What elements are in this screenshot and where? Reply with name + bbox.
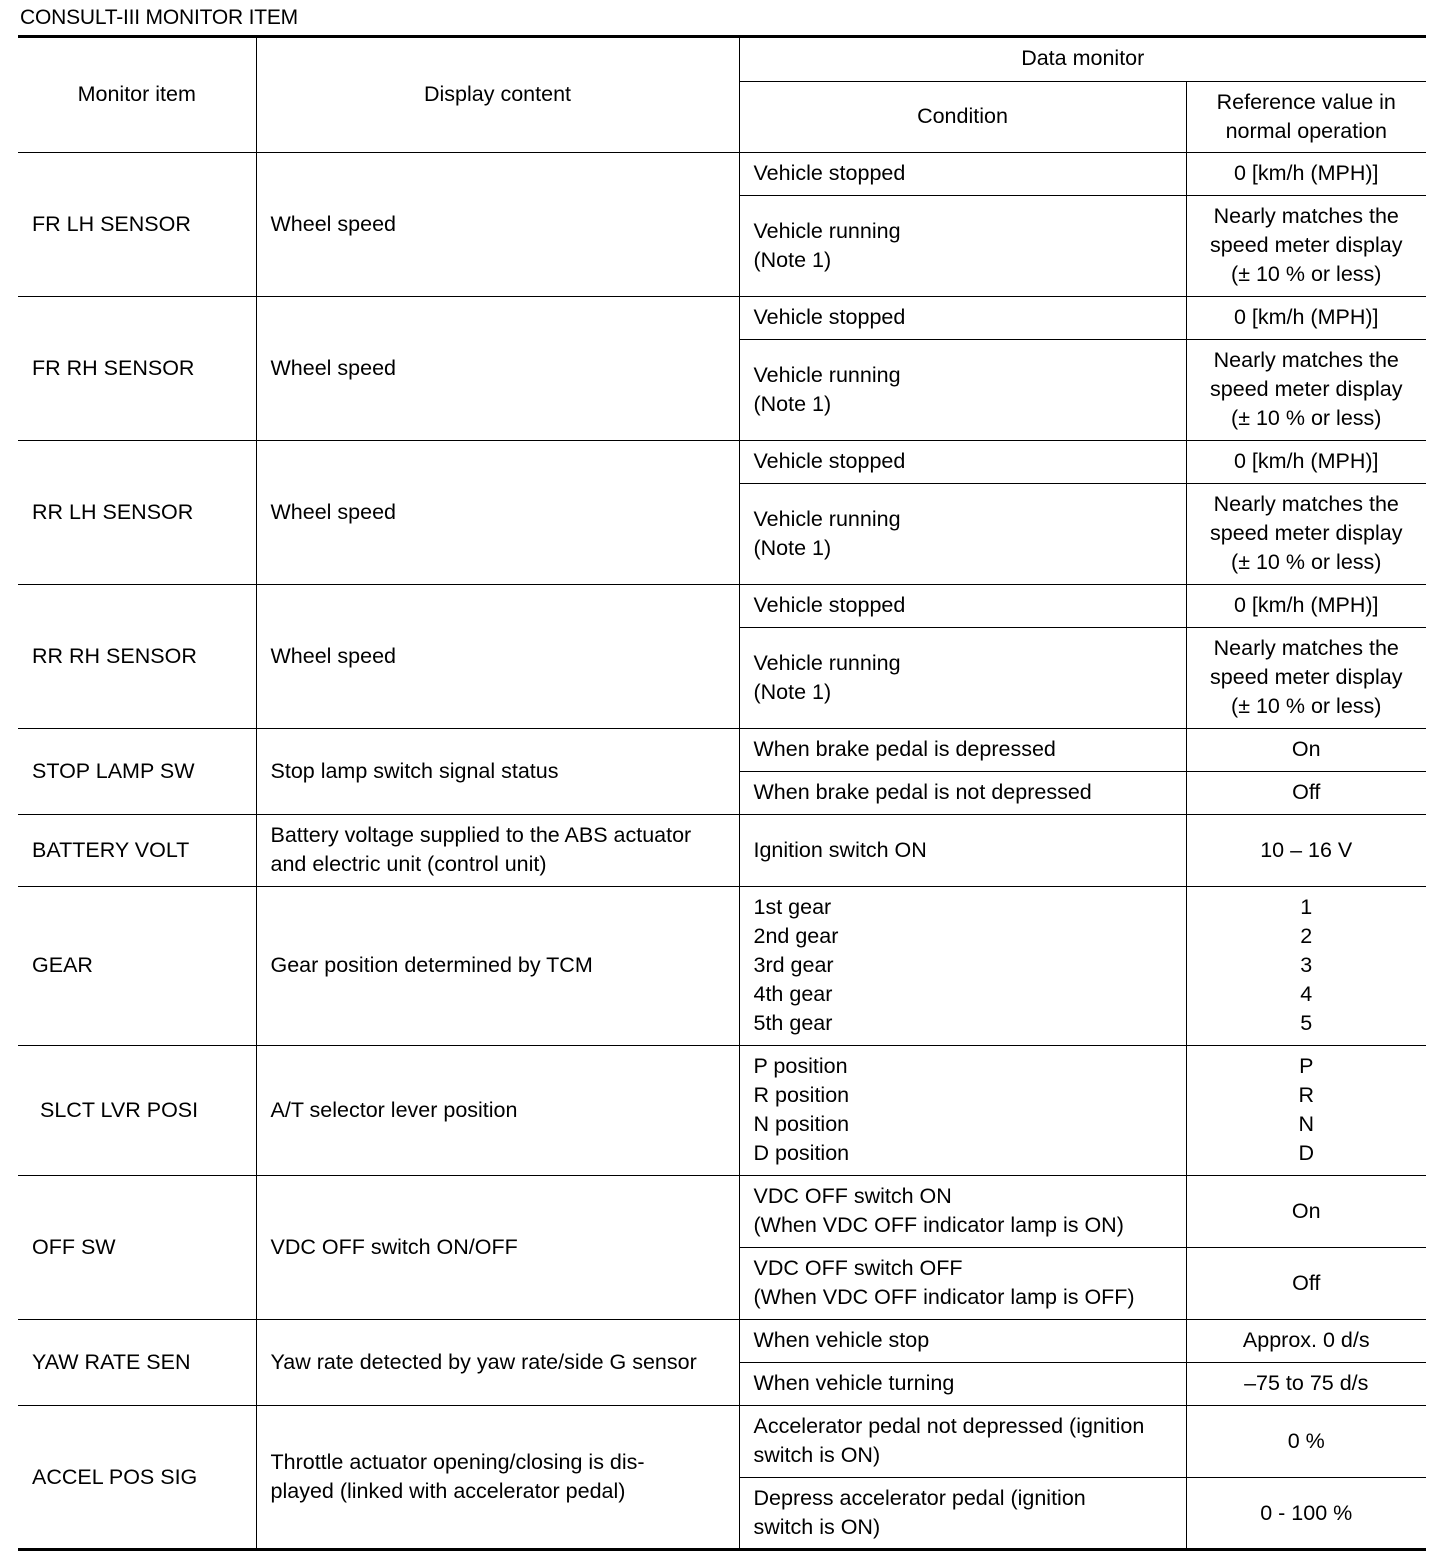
reference-value: Approx. 0 d/s: [1186, 1319, 1426, 1362]
condition-line: Vehicle running: [753, 506, 901, 531]
condition-line: (Note 1): [753, 535, 832, 560]
condition: When brake pedal is not depressed: [739, 771, 1186, 814]
condition: When vehicle turning: [739, 1362, 1186, 1405]
condition-line: N position: [753, 1112, 850, 1136]
monitor-item-table: [18, 37, 1426, 1550]
condition-line: VDC OFF switch ON: [753, 1184, 952, 1208]
monitor-item: OFF SW: [18, 1175, 256, 1319]
condition-line: R position: [753, 1083, 850, 1107]
table-row: [18, 440, 1426, 483]
bottom-rule: [18, 1548, 1426, 1551]
monitor-item: SLCT LVR POSI: [18, 1045, 256, 1175]
reference-value: [1186, 886, 1426, 1045]
display-content: [256, 1405, 739, 1549]
table-row: [18, 1319, 1426, 1362]
display-line: played (linked with accelerator pedal): [270, 1479, 626, 1503]
reference-value: [1186, 339, 1426, 440]
condition-line: 2nd gear: [753, 924, 839, 948]
reference-value: [1186, 483, 1426, 584]
reference-value: 10 – 16 V: [1186, 814, 1426, 886]
display-content: VDC OFF switch ON/OFF: [256, 1175, 739, 1319]
condition-line: 4th gear: [753, 982, 833, 1006]
reference-line: speed meter display: [1210, 521, 1403, 545]
display-content: Yaw rate detected by yaw rate/side G sensor: [256, 1319, 739, 1405]
condition: [739, 1045, 1186, 1175]
condition: [739, 627, 1186, 728]
reference-line: 2: [1300, 924, 1313, 948]
condition: Vehicle stopped: [739, 440, 1186, 483]
table-row: [18, 886, 1426, 1045]
reference-line: 3: [1300, 953, 1313, 977]
display-content: Stop lamp switch signal status: [256, 728, 739, 814]
reference-value: 0 - 100 %: [1186, 1477, 1426, 1549]
condition: [739, 195, 1186, 296]
condition: When brake pedal is depressed: [739, 728, 1186, 771]
reference-line: speed meter display: [1210, 377, 1403, 401]
condition: Vehicle stopped: [739, 296, 1186, 339]
condition-line: VDC OFF switch OFF: [753, 1256, 963, 1280]
display-content: Wheel speed: [256, 584, 739, 728]
condition-line: D position: [753, 1141, 850, 1165]
reference-line: D: [1298, 1141, 1315, 1165]
condition-line: switch is ON): [753, 1515, 881, 1540]
condition-line: Vehicle running: [753, 650, 901, 675]
condition: [739, 1477, 1186, 1549]
table-row: [18, 1045, 1426, 1175]
display-line: and electric unit (control unit): [270, 852, 547, 876]
display-content: Gear position determined by TCM: [256, 886, 739, 1045]
condition: [739, 483, 1186, 584]
condition-line: switch is ON): [753, 1443, 881, 1467]
condition-line: (When VDC OFF indicator lamp is OFF): [753, 1285, 1135, 1309]
reference-line: (± 10 % or less): [1231, 694, 1382, 718]
table-row: [18, 1175, 1426, 1247]
reference-line: (± 10 % or less): [1231, 550, 1382, 574]
display-content: Wheel speed: [256, 440, 739, 584]
condition-line: 3rd gear: [753, 953, 834, 977]
reference-value: [1186, 195, 1426, 296]
reference-value: 0 [km/h (MPH)]: [1186, 296, 1426, 339]
condition-line: 5th gear: [753, 1011, 833, 1035]
display-line: Battery voltage supplied to the ABS actuator: [270, 823, 692, 847]
monitor-item: ACCEL POS SIG: [18, 1405, 256, 1549]
monitor-item: FR LH SENSOR: [18, 152, 256, 296]
reference-value: 0 [km/h (MPH)]: [1186, 584, 1426, 627]
condition: [739, 886, 1186, 1045]
condition-line: P position: [753, 1054, 848, 1078]
display-content: [256, 814, 739, 886]
reference-line: P: [1299, 1054, 1314, 1078]
condition-line: Depress accelerator pedal (ignition: [753, 1486, 1086, 1511]
condition: When vehicle stop: [739, 1319, 1186, 1362]
condition: [739, 1405, 1186, 1477]
table-header-row: [18, 37, 1426, 81]
reference-value: Off: [1186, 1247, 1426, 1319]
reference-line: 4: [1300, 982, 1313, 1006]
reference-line: 1: [1300, 895, 1313, 919]
monitor-item: STOP LAMP SW: [18, 728, 256, 814]
monitor-item: RR RH SENSOR: [18, 584, 256, 728]
reference-value: On: [1186, 728, 1426, 771]
condition: Vehicle stopped: [739, 584, 1186, 627]
table-row: [18, 296, 1426, 339]
reference-value: [1186, 1045, 1426, 1175]
page-title: CONSULT-III MONITOR ITEM: [20, 6, 298, 29]
condition-line: (Note 1): [753, 679, 832, 704]
condition-line: Vehicle running: [753, 362, 901, 387]
condition: Ignition switch ON: [739, 814, 1186, 886]
display-content: Wheel speed: [256, 152, 739, 296]
table-row: [18, 152, 1426, 195]
display-content: Wheel speed: [256, 296, 739, 440]
monitor-item: FR RH SENSOR: [18, 296, 256, 440]
table-row: [18, 728, 1426, 771]
reference-value: –75 to 75 d/s: [1186, 1362, 1426, 1405]
condition: Vehicle stopped: [739, 152, 1186, 195]
condition-line: Vehicle running: [753, 218, 901, 243]
monitor-item: RR LH SENSOR: [18, 440, 256, 584]
reference-value: 0 [km/h (MPH)]: [1186, 152, 1426, 195]
condition-line: (Note 1): [753, 391, 832, 416]
reference-line: 5: [1300, 1011, 1313, 1035]
display-line: Throttle actuator opening/closing is dis-: [270, 1450, 645, 1474]
reference-line: (± 10 % or less): [1231, 262, 1382, 286]
reference-value: On: [1186, 1175, 1426, 1247]
header-display-content: Display content: [256, 37, 739, 152]
condition: [739, 1247, 1186, 1319]
header-monitor-item: Monitor item: [18, 37, 256, 152]
condition-line: 1st gear: [753, 895, 832, 919]
reference-value: 0 %: [1186, 1405, 1426, 1477]
reference-line: N: [1298, 1112, 1315, 1136]
reference-line: speed meter display: [1210, 665, 1403, 689]
condition-line: Accelerator pedal not depressed (ignition: [753, 1414, 1145, 1438]
reference-value: 0 [km/h (MPH)]: [1186, 440, 1426, 483]
reference-line: Nearly matches the: [1213, 348, 1399, 372]
header-condition: Condition: [739, 81, 1186, 152]
condition: [739, 1175, 1186, 1247]
header-reference: Reference value in normal operation: [1186, 81, 1426, 152]
reference-line: Nearly matches the: [1213, 204, 1399, 228]
display-content: A/T selector lever position: [256, 1045, 739, 1175]
reference-line: R: [1298, 1083, 1315, 1107]
condition-line: (When VDC OFF indicator lamp is ON): [753, 1213, 1124, 1237]
monitor-item: YAW RATE SEN: [18, 1319, 256, 1405]
reference-line: speed meter display: [1210, 233, 1403, 257]
reference-line: (± 10 % or less): [1231, 406, 1382, 430]
reference-line: Nearly matches the: [1213, 636, 1399, 660]
monitor-item: BATTERY VOLT: [18, 814, 256, 886]
header-data-monitor: Data monitor: [739, 37, 1426, 81]
table-row: [18, 1405, 1426, 1477]
reference-value: Off: [1186, 771, 1426, 814]
table-row: [18, 584, 1426, 627]
condition: [739, 339, 1186, 440]
reference-line: Nearly matches the: [1213, 492, 1399, 516]
condition-line: (Note 1): [753, 247, 832, 272]
monitor-item: GEAR: [18, 886, 256, 1045]
table-row: [18, 814, 1426, 886]
reference-value: [1186, 627, 1426, 728]
